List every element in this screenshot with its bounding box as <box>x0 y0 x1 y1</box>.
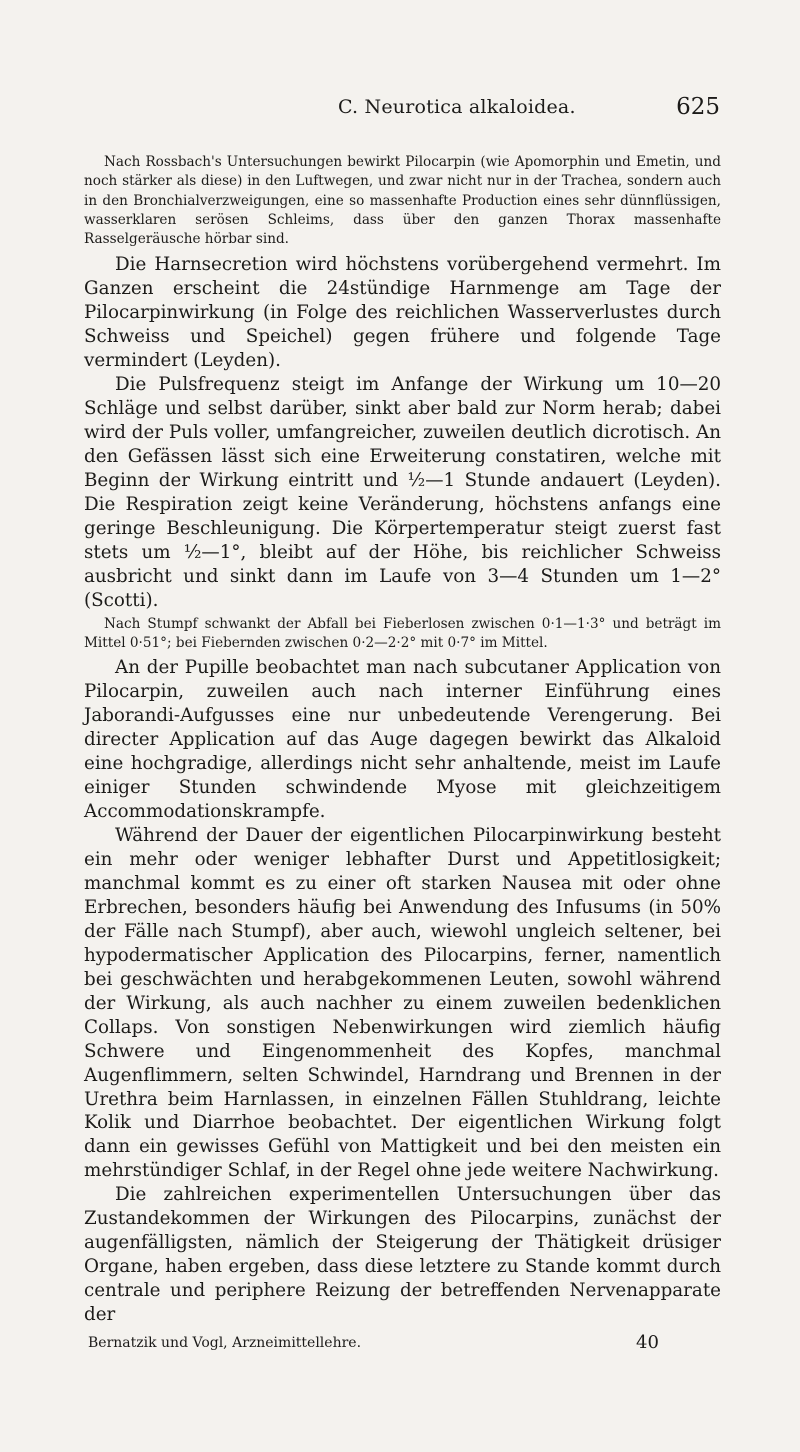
paragraph-pupille: An der Pupille beobachtet man nach subcutaner Application von Pilocarpin, zuweilen auch nach interner Einführung eines Jaborandi-Aufgusses eine nur unbedeutende Verengerung. Bei directer Application auf das Auge dagegen bewirkt das Alkaloid eine hochgradige, allerdings nicht sehr anhaltende, meist im Laufe einiger Stunden schwindende Myose mit gleichzeitigem Accommodationskrampfe. <box>84 657 721 823</box>
body-text <box>84 153 721 1327</box>
page-header <box>88 96 720 136</box>
paragraph-harnsecretion: Die Harnsecretion wird höchstens vorübergehend vermehrt. Im Ganzen erscheint die 24stündige Harnmenge am Tage der Pilocarpinwirkung (in Folge des reichlichen Wasserverlustes durch Schweiss und Speichel) gegen frühere und folgende Tage vermindert (Leyden). <box>84 254 721 372</box>
running-title: C. Neurotica alkaloidea. <box>338 96 576 118</box>
signature-mark: 40 <box>636 1332 659 1353</box>
paragraph-stumpf-note: Nach Stumpf schwankt der Abfall bei Fieberlosen zwischen 0·1—1·3° und beträgt im Mittel 0·51°; bei Fiebernden zwischen 0·2—2·2° mit 0·7° im Mittel. <box>84 615 721 652</box>
page-footer <box>88 1332 720 1359</box>
paragraph-rossbach-note: Nach Rossbach's Untersuchungen bewirkt Pilocarpin (wie Apomorphin und Emetin, und noch stärker als diese) in den Luftwegen, und zwar nicht nur in der Trachea, sondern auch in den Bronchialverzweigungen, eine so massenhafte Production eines sehr dünnflüssigen, wasserklaren serösen Schleims, dass über den ganzen Thorax massenhafte Rasselgeräusche hörbar sind. <box>84 154 721 248</box>
paragraph-untersuchungen: Die zahlreichen experimentellen Untersuchungen über das Zustandekommen der Wirkungen des Pilocarpins, zunächst der augenfälligsten, nämlich der Steigerung der Thätigkeit drüsiger Organe, haben ergeben, dass diese letztere zu Stande kommt durch centrale und periphere Reizung der betreffenden Nervenapparate der <box>84 1184 721 1326</box>
paragraph-nebenwirkungen: Während der Dauer der eigentlichen Pilocarpinwirkung besteht ein mehr oder weniger lebhafter Durst und Appetitlosigkeit; manchmal kommt es zu einer oft starken Nausea mit oder ohne Erbrechen, besonders häufig bei Anwendung des Infusums (in 50% der Fälle nach Stumpf), aber auch, wiewohl ungleich seltener, bei hypodermatischer Application des Pilocarpins, ferner, namentlich bei geschwächten und herabgekommenen Leuten, sowohl während der Wirkung, als auch nachher zu einem zuweilen bedenklichen Collaps. Von sonstigen Nebenwirkungen wird ziemlich häufig Schwere und Eingenommenheit des Kopfes, manchmal Augenflimmern, selten Schwindel, Harndrang und Brennen in der Urethra beim Harnlassen, in einzelnen Fällen Stuhldrang, leichte Kolik und Diarrhoe beobachtet. Der eigentlichen Wirkung folgt dann ein gewisses Gefühl von Mattigkeit und bei den meisten ein mehrstündiger Schlaf, in der Regel ohne jede weitere Nachwirkung. <box>84 825 721 1182</box>
page-number: 625 <box>676 94 720 120</box>
paragraph-pulsfrequenz: Die Pulsfrequenz steigt im Anfange der Wirkung um 10—20 Schläge und selbst darüber, sinkt aber bald zur Norm herab; dabei wird der Puls voller, umfangreicher, zuweilen deutlich dicrotisch. An den Gefässen lässt sich eine Erweiterung constatiren, welche mit Beginn der Wirkung eintritt und ½—1 Stunde andauert (Leyden). Die Respiration zeigt keine Veränderung, höchstens anfangs eine geringe Beschleunigung. Die Körpertemperatur steigt zuerst fast stets um ½—1°, bleibt auf der Höhe, bis reichlicher Schweiss ausbricht und sinkt dann im Laufe von 3—4 Stunden um 1—2° (Scotti). <box>84 374 721 611</box>
footer-authors: Bernatzik und Vogl, Arzneimittellehre. <box>88 1335 362 1351</box>
